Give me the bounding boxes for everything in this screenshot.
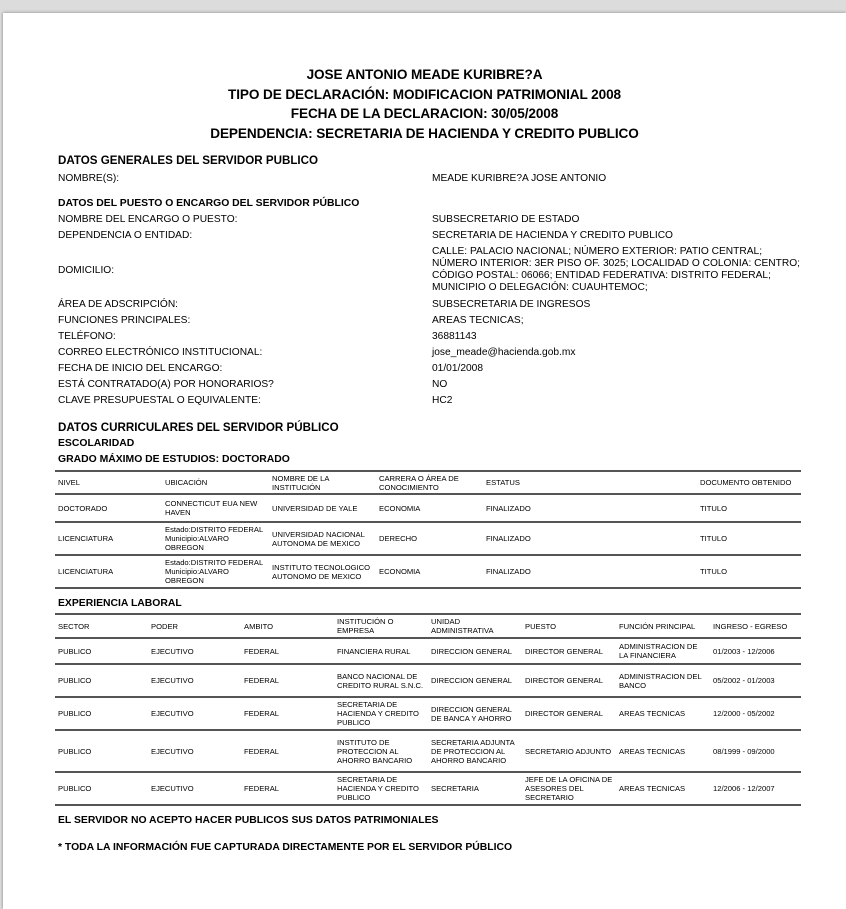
section-title-schooling: ESCOLARIDAD bbox=[58, 438, 135, 449]
table-row bbox=[55, 730, 801, 772]
table-cell: PUBLICO bbox=[58, 746, 92, 756]
table-cell: DERECHO bbox=[379, 534, 417, 543]
table-cell: DIRECCION GENERAL DE BANCA Y AHORRO bbox=[431, 704, 512, 723]
table-cell: UNIVERSIDAD DE YALE bbox=[272, 503, 358, 513]
column-header: CARRERA O ÁREA DE CONOCIMIENTO bbox=[379, 473, 459, 492]
document-header bbox=[3, 65, 846, 143]
table-cell: PUBLICO bbox=[58, 709, 92, 718]
declaration-date: FECHA DE LA DECLARACION: 30/05/2008 bbox=[290, 106, 559, 121]
field-value: jose_meade@hacienda.gob.mx bbox=[432, 347, 576, 358]
field-label: FECHA DE INICIO DEL ENCARGO: bbox=[58, 363, 223, 374]
section-title-position: DATOS DEL PUESTO O ENCARGO DEL SERVIDOR PÚBLICO bbox=[58, 198, 360, 209]
table-cell: FEDERAL bbox=[244, 676, 280, 685]
table-cell: LICENCIATURA bbox=[58, 534, 114, 543]
field-label: ÁREA DE ADSCRIPCIÓN: bbox=[58, 299, 179, 310]
column-header: SECTOR bbox=[58, 621, 90, 631]
table-cell: SECRETARIA DE HACIENDA Y CREDITO PUBLICO bbox=[337, 700, 419, 727]
table-cell: FINALIZADO bbox=[486, 534, 531, 543]
table-row bbox=[55, 664, 801, 697]
table-cell: EJECUTIVO bbox=[151, 709, 194, 718]
field-value: SUBSECRETARIA DE INGRESOS bbox=[432, 299, 591, 310]
table-cell: SECRETARIA bbox=[431, 784, 479, 793]
table-cell: CONNECTICUT EUA NEW HAVEN bbox=[165, 499, 258, 517]
table-cell: 05/2002 - 01/2003 bbox=[713, 676, 775, 685]
table-cell: Estado:DISTRITO FEDERAL Municipio:ALVARO OBREGON bbox=[165, 558, 263, 585]
table-cell: Estado:DISTRITO FEDERAL Municipio:ALVARO OBREGON bbox=[165, 525, 263, 552]
document-page bbox=[3, 13, 846, 909]
column-header: AMBITO bbox=[244, 621, 273, 631]
experience-table bbox=[55, 613, 801, 806]
column-header: ESTATUS bbox=[486, 478, 520, 487]
field-label: ESTÁ CONTRATADO(A) POR HONORARIOS? bbox=[58, 379, 274, 390]
table-cell: EJECUTIVO bbox=[151, 784, 194, 793]
disclaimer-note: * TODA LA INFORMACIÓN FUE CAPTURADA DIRECTAMENTE POR EL SERVIDOR PÚBLICO bbox=[58, 842, 513, 853]
table-row bbox=[55, 494, 801, 522]
table-cell: FINANCIERA RURAL bbox=[337, 646, 411, 656]
table-cell: TITULO bbox=[700, 534, 728, 543]
table-cell: TITULO bbox=[700, 503, 728, 513]
patrimonial-note: EL SERVIDOR NO ACEPTO HACER PUBLICOS SUS DATOS PATRIMONIALES bbox=[58, 815, 439, 826]
table-cell: BANCO NACIONAL DE CREDITO RURAL S.N.C. bbox=[337, 671, 424, 690]
field-value: SECRETARIA DE HACIENDA Y CREDITO PUBLICO bbox=[432, 230, 673, 241]
field-label: CLAVE PRESUPUESTAL O EQUIVALENTE: bbox=[58, 395, 261, 406]
table-cell: DOCTORADO bbox=[58, 503, 108, 513]
field-value: SUBSECRETARIO DE ESTADO bbox=[432, 214, 580, 225]
table-cell: ECONOMIA bbox=[379, 503, 421, 513]
declaration-type: TIPO DE DECLARACIÓN: MODIFICACION PATRIMONIAL 2008 bbox=[227, 86, 621, 102]
field-value: MEADE KURIBRE?A JOSE ANTONIO bbox=[432, 173, 607, 184]
column-header: UNIDAD ADMINISTRATIVA bbox=[431, 617, 494, 635]
field-value: 36881143 bbox=[432, 331, 477, 342]
field-value: 01/01/2008 bbox=[432, 363, 483, 374]
field-label: TELÉFONO: bbox=[58, 331, 116, 342]
field-label: DOMICILIO: bbox=[58, 265, 115, 276]
table-cell: FEDERAL bbox=[244, 709, 280, 718]
table-cell bbox=[590, 494, 697, 522]
table-cell: INSTITUTO DE PROTECCION AL AHORRO BANCARIO bbox=[337, 737, 413, 765]
table-cell: FEDERAL bbox=[244, 746, 280, 756]
table-cell: SECRETARIA ADJUNTA DE PROTECCION AL AHORRO BANCARIO bbox=[431, 737, 515, 765]
education-table bbox=[55, 470, 801, 589]
table-cell: PUBLICO bbox=[58, 646, 92, 656]
table-row bbox=[55, 638, 801, 664]
table-cell bbox=[590, 522, 697, 555]
table-cell: SECRETARIO ADJUNTO bbox=[525, 746, 612, 756]
table-cell: ADMINISTRACION DEL BANCO bbox=[619, 671, 702, 690]
field-label: FUNCIONES PRINCIPALES: bbox=[58, 315, 191, 326]
table-cell: ECONOMIA bbox=[379, 567, 421, 576]
column-header: UBICACIÓN bbox=[165, 478, 208, 487]
column-header: PODER bbox=[151, 621, 179, 631]
table-cell: EJECUTIVO bbox=[151, 646, 194, 656]
table-row bbox=[55, 555, 801, 588]
section-title-experience: EXPERIENCIA LABORAL bbox=[58, 598, 182, 609]
table-row bbox=[55, 772, 801, 805]
column-header: NOMBRE DE LA INSTITUCIÓN bbox=[272, 473, 329, 492]
field-value: AREAS TECNICAS; bbox=[432, 315, 524, 326]
field-label: NOMBRE DEL ENCARGO O PUESTO: bbox=[58, 214, 238, 225]
table-cell: UNIVERSIDAD NACIONAL AUTONOMA DE MEXICO bbox=[272, 529, 365, 548]
column-header: FUNCIÓN PRINCIPAL bbox=[619, 621, 696, 631]
column-header: INGRESO - EGRESO bbox=[713, 621, 788, 631]
table-cell: INSTITUTO TECNOLOGICO AUTONOMO DE MEXICO bbox=[272, 562, 371, 581]
table-cell: 12/2000 - 05/2002 bbox=[713, 709, 775, 718]
table-cell: TITULO bbox=[700, 567, 728, 576]
table-cell: AREAS TECNICAS bbox=[619, 709, 686, 718]
table-cell: AREAS TECNICAS bbox=[619, 784, 686, 793]
table-cell: JEFE DE LA OFICINA DE ASESORES DEL SECRETARIO bbox=[525, 775, 613, 802]
table-cell: EJECUTIVO bbox=[151, 746, 194, 756]
field-label: DEPENDENCIA O ENTIDAD: bbox=[58, 230, 193, 241]
table-cell: FINALIZADO bbox=[486, 567, 531, 576]
field-value: HC2 bbox=[432, 395, 453, 406]
table-cell: FINALIZADO bbox=[486, 503, 531, 513]
field-label: CORREO ELECTRÓNICO INSTITUCIONAL: bbox=[58, 347, 263, 358]
table-row bbox=[55, 697, 801, 730]
column-header: DOCUMENTO OBTENIDO bbox=[700, 478, 792, 487]
table-cell: 08/1999 - 09/2000 bbox=[713, 746, 775, 756]
table-cell: EJECUTIVO bbox=[151, 676, 194, 685]
field-label: NOMBRE(S): bbox=[58, 173, 120, 184]
field-value: CALLE: PALACIO NACIONAL; NÚMERO EXTERIOR: PATIO CENTRAL; NÚMERO INTERIOR: 3ER PISO OF. 3025; LOCALIDAD O COLONIA: CENTRO; CÓDIGO POSTAL: 06066; ENTIDAD FEDERATIVA: DISTRITO FEDERAL; MUNICIPIO O DELEGACIÓN: CUAUHTEMOC; bbox=[432, 246, 800, 293]
column-header: NIVEL bbox=[58, 478, 80, 487]
declarant-name: JOSE ANTONIO MEADE KURIBRE?A bbox=[306, 67, 543, 82]
column-header bbox=[590, 471, 697, 494]
table-cell: FEDERAL bbox=[244, 784, 280, 793]
table-cell: DIRECTOR GENERAL bbox=[525, 646, 603, 656]
table-cell bbox=[590, 555, 697, 588]
field-value: NO bbox=[432, 379, 448, 390]
column-header: PUESTO bbox=[525, 621, 557, 631]
table-cell: SECRETARIA DE HACIENDA Y CREDITO PUBLICO bbox=[337, 775, 419, 802]
section-title-curricular: DATOS CURRICULARES DEL SERVIDOR PÚBLICO bbox=[58, 421, 339, 434]
max-degree: GRADO MÁXIMO DE ESTUDIOS: DOCTORADO bbox=[58, 454, 290, 465]
table-cell: 12/2006 - 12/2007 bbox=[713, 784, 775, 793]
declaration-dependency: DEPENDENCIA: SECRETARIA DE HACIENDA Y CREDITO PUBLICO bbox=[210, 125, 639, 141]
table-cell: DIRECCION GENERAL bbox=[431, 676, 513, 685]
table-cell: DIRECTOR GENERAL bbox=[525, 676, 603, 685]
table-cell: DIRECCION GENERAL bbox=[431, 646, 513, 656]
table-header-row bbox=[55, 471, 801, 494]
table-cell: FEDERAL bbox=[244, 646, 280, 656]
table-cell: ADMINISTRACION DE LA FINANCIERA bbox=[619, 642, 698, 660]
table-cell: 01/2003 - 12/2006 bbox=[713, 646, 775, 656]
table-header-row bbox=[55, 614, 801, 638]
table-cell: DIRECTOR GENERAL bbox=[525, 709, 603, 718]
table-cell: LICENCIATURA bbox=[58, 567, 114, 576]
table-cell: AREAS TECNICAS bbox=[619, 746, 686, 756]
table-cell: PUBLICO bbox=[58, 784, 92, 793]
section-title-general: DATOS GENERALES DEL SERVIDOR PUBLICO bbox=[58, 154, 319, 167]
table-row bbox=[55, 522, 801, 555]
table-cell: PUBLICO bbox=[58, 676, 92, 685]
column-header: INSTITUCIÓN O EMPRESA bbox=[337, 617, 394, 635]
